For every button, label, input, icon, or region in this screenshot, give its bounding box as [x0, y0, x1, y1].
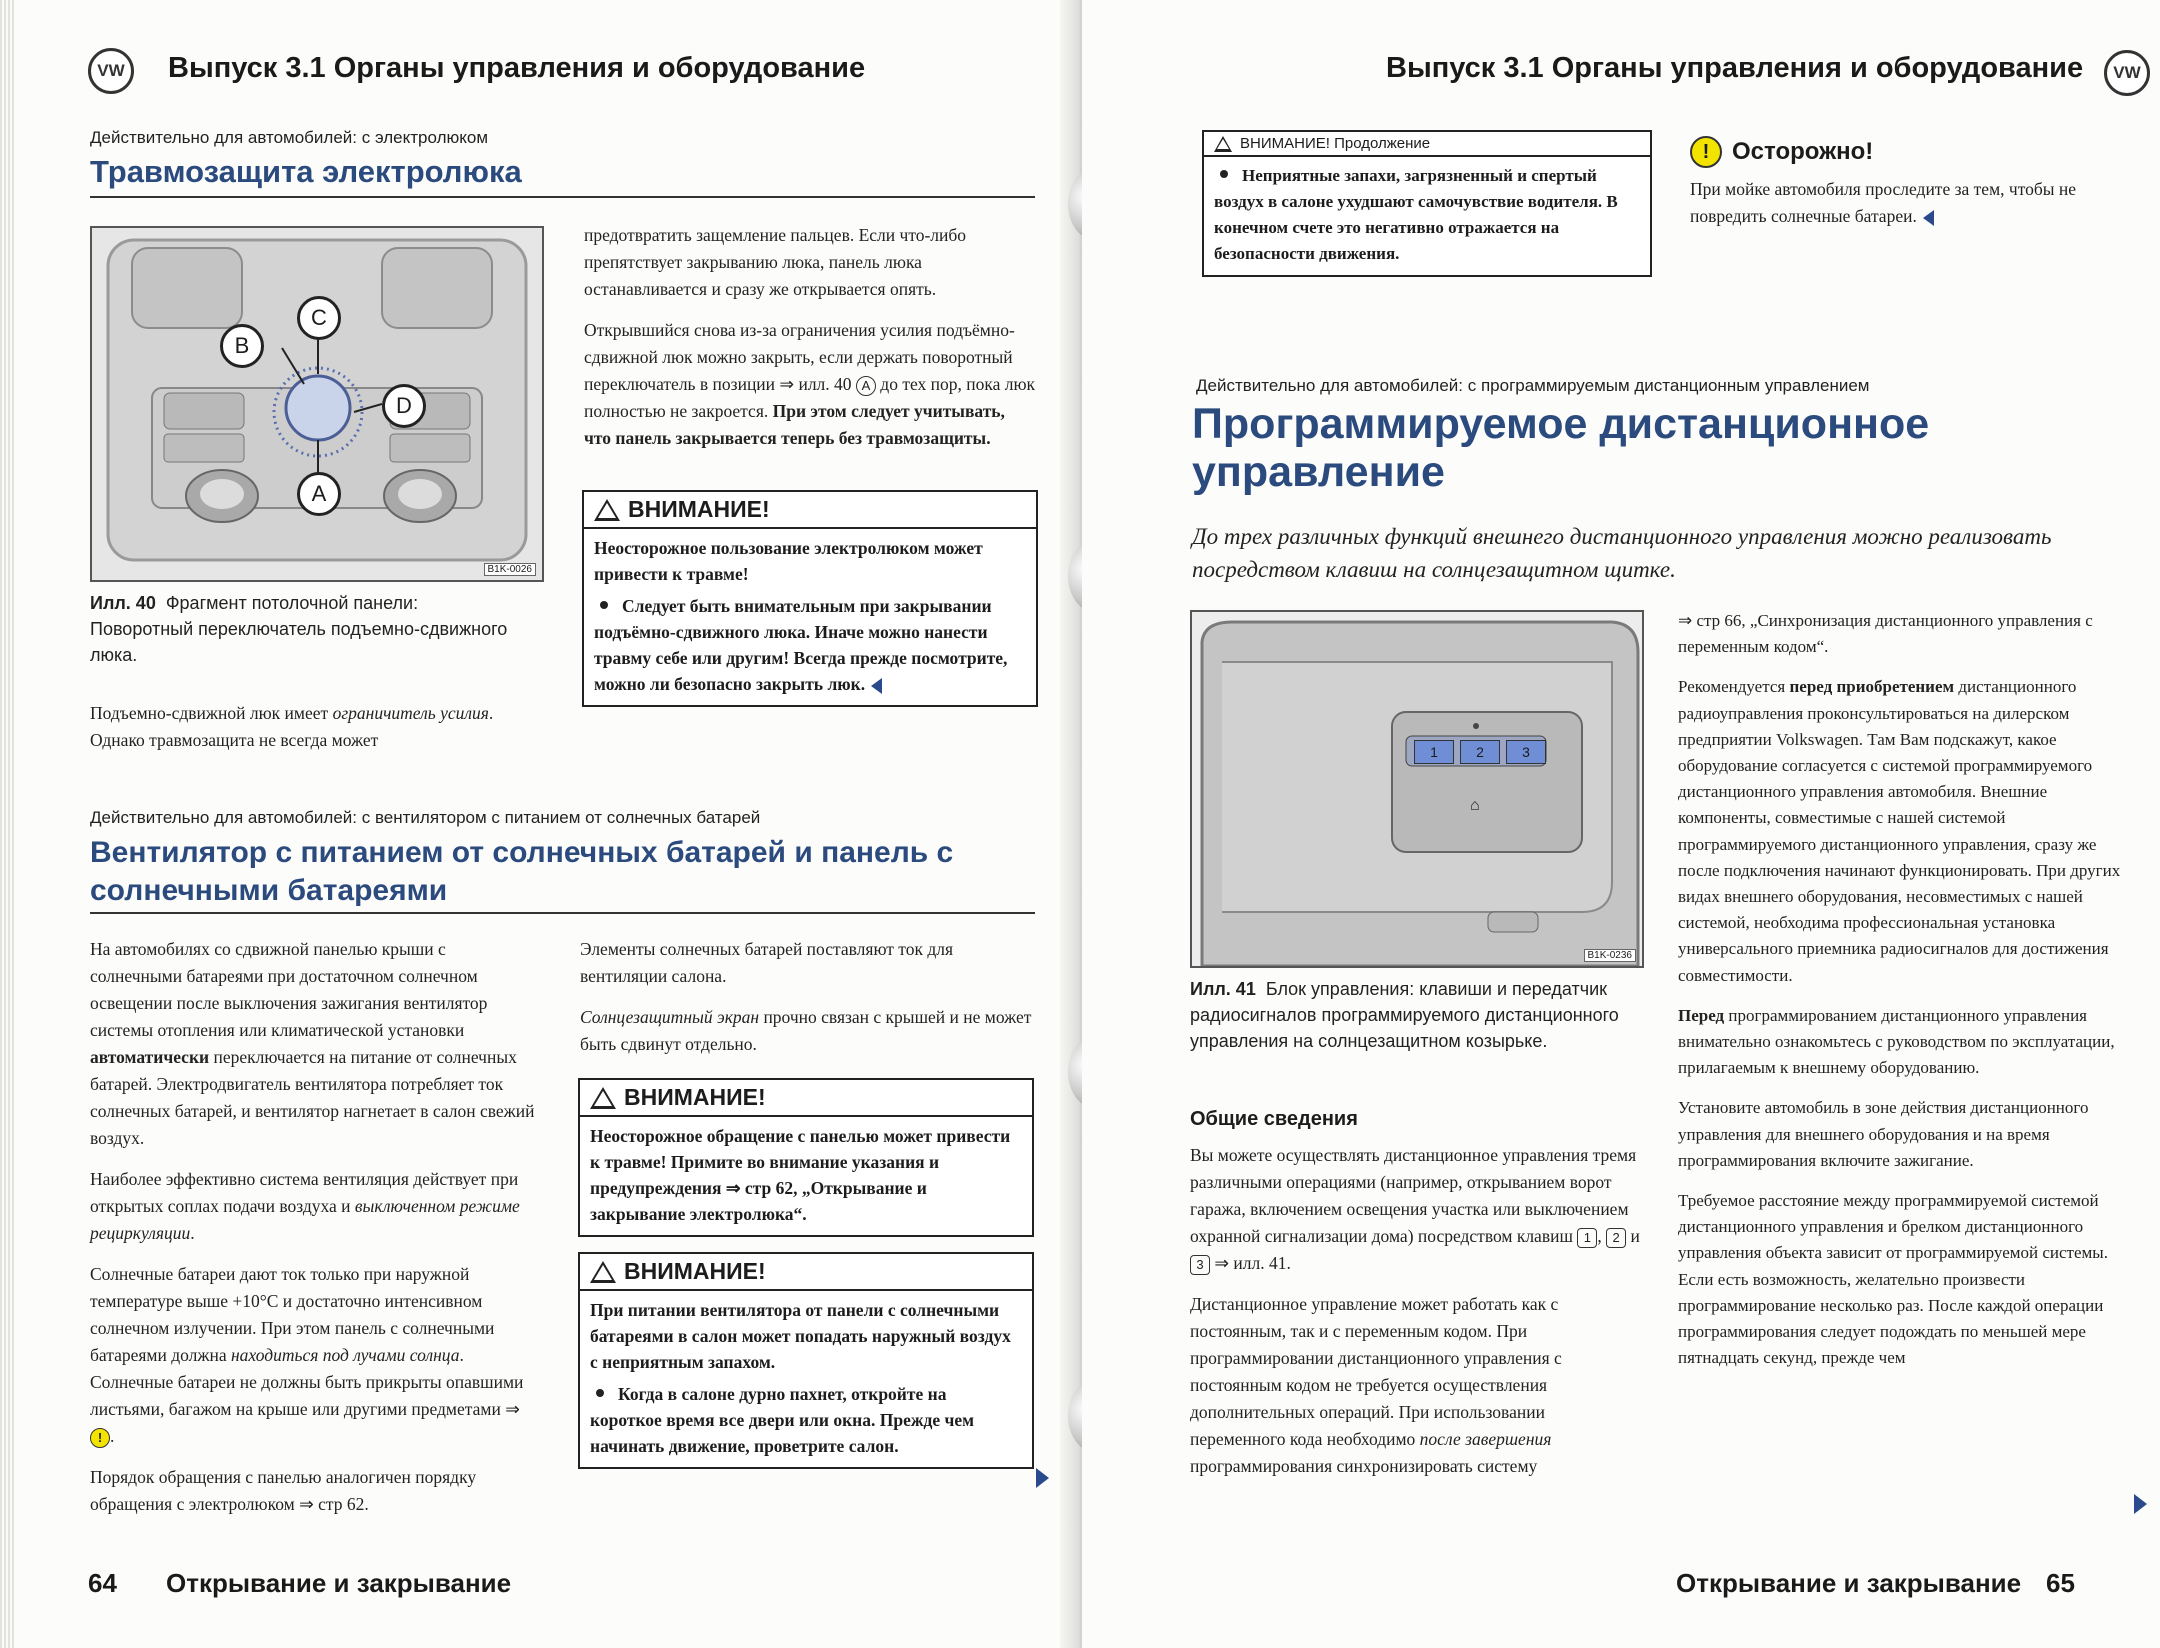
- left-page: [0, 0, 1078, 1648]
- caution-ref-icon: !: [90, 1428, 110, 1448]
- remote-col1-text: Вы можете осуществлять дистанционное управления тремя различными операциями (например, открыванием ворот гаража, включением освещения участка или выключением охранной сигнализации дома) посредством клавиш 1 , 2 и 3 ⇒ илл. 41. Дистанционное управление может работать как с постоянным, так и с переменным кодом. При программировании дистанционного управления с постоянным кодом не требуется осуществления дополнительных операций. При использовании переменного кода необходимо после завершения программирования синхронизировать систему: [1190, 1145, 1640, 1476]
- page-footer-left: Открывание и закрывание: [166, 1568, 512, 1598]
- warning-box-solar-1: ВНИМАНИЕ! Неосторожное обращение с панелью может привести к травме! Примите во внимание указания и предупреждения ⇒ стр 62, „Открывание и закрывание электролюка“.: [578, 1078, 1034, 1237]
- page-header-right: Выпуск 3.1 Органы управления и оборудование: [1386, 52, 2084, 84]
- roof-panel-illustration: [92, 228, 542, 580]
- page-number-right: 65: [2046, 1568, 2075, 1598]
- warning-triangle-icon: [1214, 136, 1232, 152]
- section-rule: [90, 196, 1035, 198]
- section-rule: [90, 912, 1035, 914]
- bullet-icon: [596, 1389, 604, 1397]
- vw-logo-icon: VW: [88, 48, 134, 94]
- sunroof-col2-text: предотвратить защемление пальцев. Если что-либо препятствует закрыванию люка, панель люка останавливается и сразу же открывается опять. Открывшийся снова из-за ограничения усилия подъёмно-сдвижной люк можно закрыть, если держать поворотный переключатель в позиции ⇒ илл. 40 A до тех пор, пока люк полностью не закроется. При этом следует учитывать, что панель закрывается теперь без травмозащиты.: [584, 225, 1036, 448]
- bullet-icon: [600, 601, 608, 609]
- caption-number: Илл. 41: [1190, 979, 1256, 999]
- fig-label-d: D: [382, 384, 426, 428]
- fig-label-b: B: [220, 324, 264, 368]
- remote-buttons: [1414, 740, 1546, 764]
- figure-code: B1K-0236: [1584, 949, 1636, 962]
- warning-box-solar-2: ВНИМАНИЕ! При питании вентилятора от панели с солнечными батареями в салон может попадать наружный воздух с неприятным запахом. Когда в салоне дурно пахнет, откройте на короткое время все двери или окна. Прежде чем начинать движение, проветрите салон.: [578, 1252, 1034, 1469]
- solar-col2-text: Элементы солнечных батарей поставляют ток для вентиляции салона. Солнцезащитный экран прочно связан с крышей и не может быть сдвинут отдельно.: [580, 939, 1032, 1054]
- validity-note-sunroof: Действительно для автомобилей: с электролюком: [90, 128, 489, 147]
- section-title-sunroof: Травмозащита электролюка: [90, 154, 522, 189]
- figure-41-caption: [1190, 976, 1640, 1054]
- warning-triangle-icon: [594, 499, 620, 521]
- section-title-solar: Вентилятор с питанием от солнечных батарей и панель с солнечными батареями: [90, 836, 954, 907]
- warning-box-continued: ВНИМАНИЕ! Продолжение Неприятные запахи, загрязненный и спертый воздух в салоне ухудшают самочувствие водителя. В конечном счете это негативно отражается на безопасности движения.: [1202, 130, 1652, 277]
- figure-40-caption: [90, 590, 510, 668]
- caption-number: Илл. 40: [90, 593, 156, 613]
- general-heading: Общие сведения: [1190, 1108, 1358, 1130]
- warning-header: ВНИМАНИЕ!: [584, 492, 1036, 529]
- vw-logo-icon: VW: [2104, 50, 2150, 96]
- caution-icon: !: [1690, 136, 1722, 168]
- warning-triangle-icon: [590, 1087, 616, 1109]
- figure-40-roof-panel: [90, 226, 544, 582]
- warning-box-sunroof: ВНИМАНИЕ! Неосторожное пользование электролюком может привести к травме! Следует быть внимательным при закрывании подъёмно-сдвижного люка. Иначе можно нанести травму себе или другим! Всегда прежде посмотрите, можно ли безопасно закрыть люк.: [582, 490, 1038, 707]
- page-footer-right: Открывание и закрывание: [1676, 1568, 2022, 1598]
- remote-intro: До трех различных функций внешнего дистанционного управления можно реализовать посредством клавиш на солнцезащитном щитке.: [1192, 524, 2052, 582]
- caption-text: Фрагмент потолочной панели: Поворотный переключатель подъемно-сдвижного люка.: [90, 593, 508, 665]
- fig-label-a: A: [297, 472, 341, 516]
- validity-note-solar: Действительно для автомобилей: с вентилятором с питанием от солнечных батарей: [90, 808, 761, 827]
- caution-header: ! Осторожно!: [1690, 136, 2130, 168]
- page-edge: [0, 0, 14, 1648]
- remote-col2-text: ⇒ стр 66, „Синхронизация дистанционного управления с переменным кодом“. Рекомендуется перед приобретением дистанционного радиоуправления проконсультироваться на дилерском предприятии Volkswagen. Там Вам подскажут, какое оборудование согласуется с системой программируемого дистанционного управления автомобиля. Внешние компоненты, совместимые с нашей системой программируемого дистанционного управления, сразу же после подключения начинают функционировать. При других видах внешнего оборудования, несовместимых с нашей системой, необходима профессиональная установка универсального приемника радиосигналов для достижения совместимости. Перед программированием дистанционного управления внимательно ознакомьтесь с руководством по эксплуатации, прилагаемым к внешнему оборудованию. Установите автомобиль в зоне действия дистанционного управления для внешнего оборудования и на время программирования включите зажигание. Требуемое расстояние между программируемой системой дистанционного управления и брелком дистанционного управления объекта зависит от программируемой системы. Если есть возможность, желательно произвести программирование несколько раз. После каждой операции программирования следует подождать по меньшей мере пятнадцать секунд, прежде чем: [1678, 611, 2121, 1368]
- figure-41-sun-visor: [1190, 610, 1644, 968]
- remote-button-2: 2: [1460, 740, 1500, 764]
- warning-header: ВНИМАНИЕ!: [580, 1080, 1032, 1117]
- end-mark-icon: [871, 678, 882, 694]
- section-title-remote: Программируемое дистанционное управление: [1192, 400, 1930, 496]
- validity-note-remote: Действительно для автомобилей: с программируемым дистанционным управлением: [1196, 376, 1870, 395]
- solar-col1-text: На автомобилях со сдвижной панелью крыши с солнечными батареями при достаточном солнечном освещении после выключения зажигания вентилятор системы отопления или климатической установки автоматически переключается на питание от солнечных батарей. Электродвигатель вентилятора потребляет ток солнечных батарей, и вентилятор нагнетает в салон свежий воздух. Наиболее эффективно система вентиляция действует при открытых соплах подачи воздуха и выключенном режиме рециркуляции. Солнечные батареи дают ток только при наружной температуре выше +10°C и достаточно интенсивном солнечном излучении. При этом панель с солнечными батареями должна находиться под лучами солнца. Солнечные батареи не должны быть прикрыты опавшими листьями, багажом на крыше или другими предметами ⇒ ! . Порядок обращения с панелью аналогичен порядку обращения с электролюком ⇒ стр 62.: [90, 939, 535, 1514]
- page-header-left: Выпуск 3.1 Органы управления и оборудование: [168, 52, 866, 84]
- remote-button-1: 1: [1414, 740, 1454, 764]
- remote-button-3: 3: [1506, 740, 1546, 764]
- figure-code: B1K-0026: [484, 563, 536, 576]
- caption-text: Блок управления: клавиши и передатчик радиосигналов программируемого дистанционного управления на солнцезащитном козырьке.: [1190, 979, 1619, 1051]
- svg-text:⌂: ⌂: [1470, 797, 1480, 814]
- warning-header: ВНИМАНИЕ!: [580, 1254, 1032, 1291]
- right-page: [1082, 0, 2160, 1648]
- warning-triangle-icon: [590, 1261, 616, 1283]
- bullet-icon: [1220, 170, 1228, 178]
- caution-block: [1690, 136, 2130, 230]
- page-number-left: 64: [88, 1568, 117, 1598]
- fig-label-c: C: [297, 296, 341, 340]
- sunroof-para-left: Подъемно-сдвижной люк имеет ограничитель усилия. Однако травмозащита не всегда может: [90, 703, 494, 750]
- end-mark-icon: [1923, 210, 1934, 226]
- caution-text: При мойке автомобиля проследите за тем, чтобы не повредить солнечные батареи.: [1690, 179, 2077, 226]
- continue-arrow-icon: [1036, 1468, 1049, 1488]
- continue-arrow-icon: [2134, 1494, 2147, 1514]
- warning-header: ВНИМАНИЕ! Продолжение: [1204, 132, 1650, 157]
- sun-visor-illustration: [1192, 612, 1642, 966]
